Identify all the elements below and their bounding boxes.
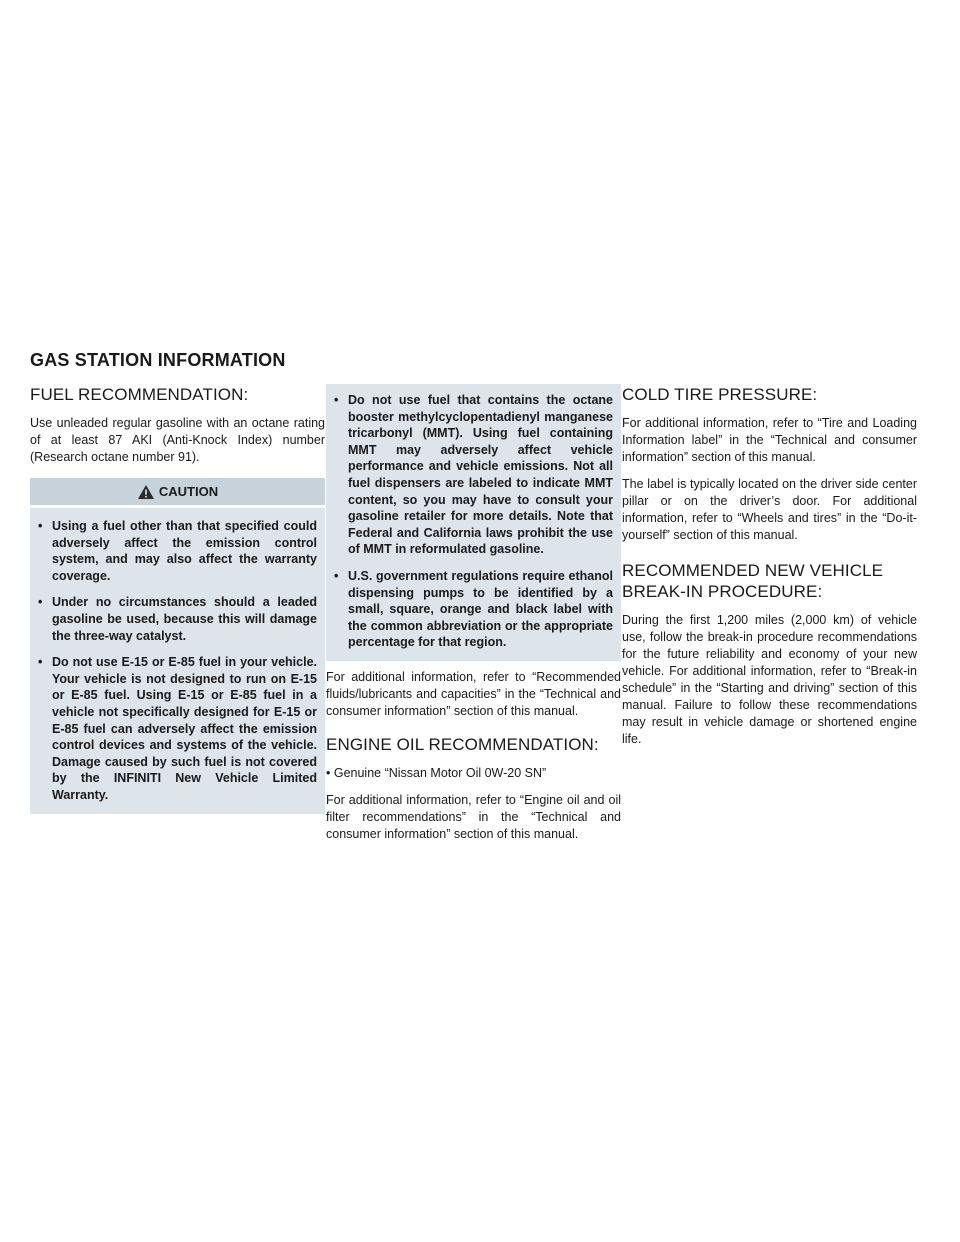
caution-bullet: • Do not use E-15 or E-85 fuel in your vehicle. Your vehicle is not designed to run on E-15 or E-85 fuel. Using E-15 or E-85 fuel in a vehicle not specifically designed for E-15 or E-85 fuel can adversely affect the emission control devices and systems of the vehicle. Damage caused by such fuel is not covered by the INFINITI New Vehicle Limited Warranty. xyxy=(38,655,317,802)
oil-additional-info: For additional information, refer to “Engine oil and oil filter recommendations” in the “Technical and consumer information” section of this manual. xyxy=(326,792,621,841)
bullet-dot: • xyxy=(334,393,339,407)
caution-bullet: • Using a fuel other than that specified could adversely affect the emission control system, and may also affect the warranty coverage. xyxy=(38,519,317,583)
breakin-heading xyxy=(622,560,917,602)
caution-bullet: • Under no circumstances should a leaded gasoline be used, because this will damage the three-way catalyst. xyxy=(38,595,317,643)
fuel-intro: Use unleaded regular gasoline with an octane rating of at least 87 AKI (Anti-Knock Index) number (Research octane number 91). xyxy=(30,416,325,464)
bullet-dot: • xyxy=(334,568,339,583)
oil-heading: ENGINE OIL RECOMMENDATION: xyxy=(326,734,599,754)
tire-paragraph-2: The label is typically located on the driver side center pillar or on the driver’s door. For additional information, refer to “Wheels and tires” in the “Do-it-yourself” section of this manual. xyxy=(622,477,917,542)
tire-heading: COLD TIRE PRESSURE: xyxy=(622,385,818,404)
oil-item: • Genuine “Nissan Motor Oil 0W-20 SN” xyxy=(326,765,547,780)
column-middle xyxy=(326,384,621,853)
caution-label: CAUTION xyxy=(158,484,219,499)
fuel-additional-info: For additional information, refer to “Recommended fluids/lubricants and capacities” in the “Technical and consumer information” section of this manual. xyxy=(326,669,621,718)
column-left xyxy=(30,384,325,814)
caution-box-continued xyxy=(326,384,621,661)
breakin-heading-line2: BREAK-IN PROCEDURE: xyxy=(622,582,823,601)
breakin-heading-line1: RECOMMENDED NEW VEHICLE xyxy=(622,561,884,580)
section-title: GAS STATION INFORMATION xyxy=(30,350,286,370)
caution-bullet: • Do not use fuel that contains the octane booster methylcyclopentadienyl manganese tricarbonyl (MMT). Using fuel containing MMT may adversely affect vehicle performance and vehicle emissions. Not all fuel dispensers are labeled to indicate MMT content, so you may have to consult your gasoline retailer for more details. Note that Federal and California laws prohibit the use of MMT in reformulated gasoline. xyxy=(334,393,613,557)
caution-bullet: • U.S. government regulations require ethanol dispensing pumps to be identified by a small, square, orange and black label with the common abbreviation or the appropriate percentage for that region. xyxy=(334,568,613,650)
bullet-dot: • xyxy=(38,595,43,610)
tire-paragraph-1: For additional information, refer to “Tire and Loading Information label” in the “Technical and consumer information” section of this manual. xyxy=(622,416,917,464)
breakin-paragraph: During the first 1,200 miles (2,000 km) of vehicle use, follow the break-in procedure recommendations for the future reliability and economy of your new vehicle. For additional information, refer to “Break-in schedule” in the “Starting and driving” section of this manual. Failure to follow these recommendations may result in vehicle damage or shortened engine life. xyxy=(622,613,917,746)
column-right xyxy=(622,384,917,758)
warning-icon xyxy=(137,484,155,500)
bullet-dot: • xyxy=(38,519,43,533)
caution-header xyxy=(30,478,325,505)
caution-box xyxy=(30,508,325,814)
fuel-heading: FUEL RECOMMENDATION: xyxy=(30,385,249,404)
bullet-dot: • xyxy=(38,655,43,670)
